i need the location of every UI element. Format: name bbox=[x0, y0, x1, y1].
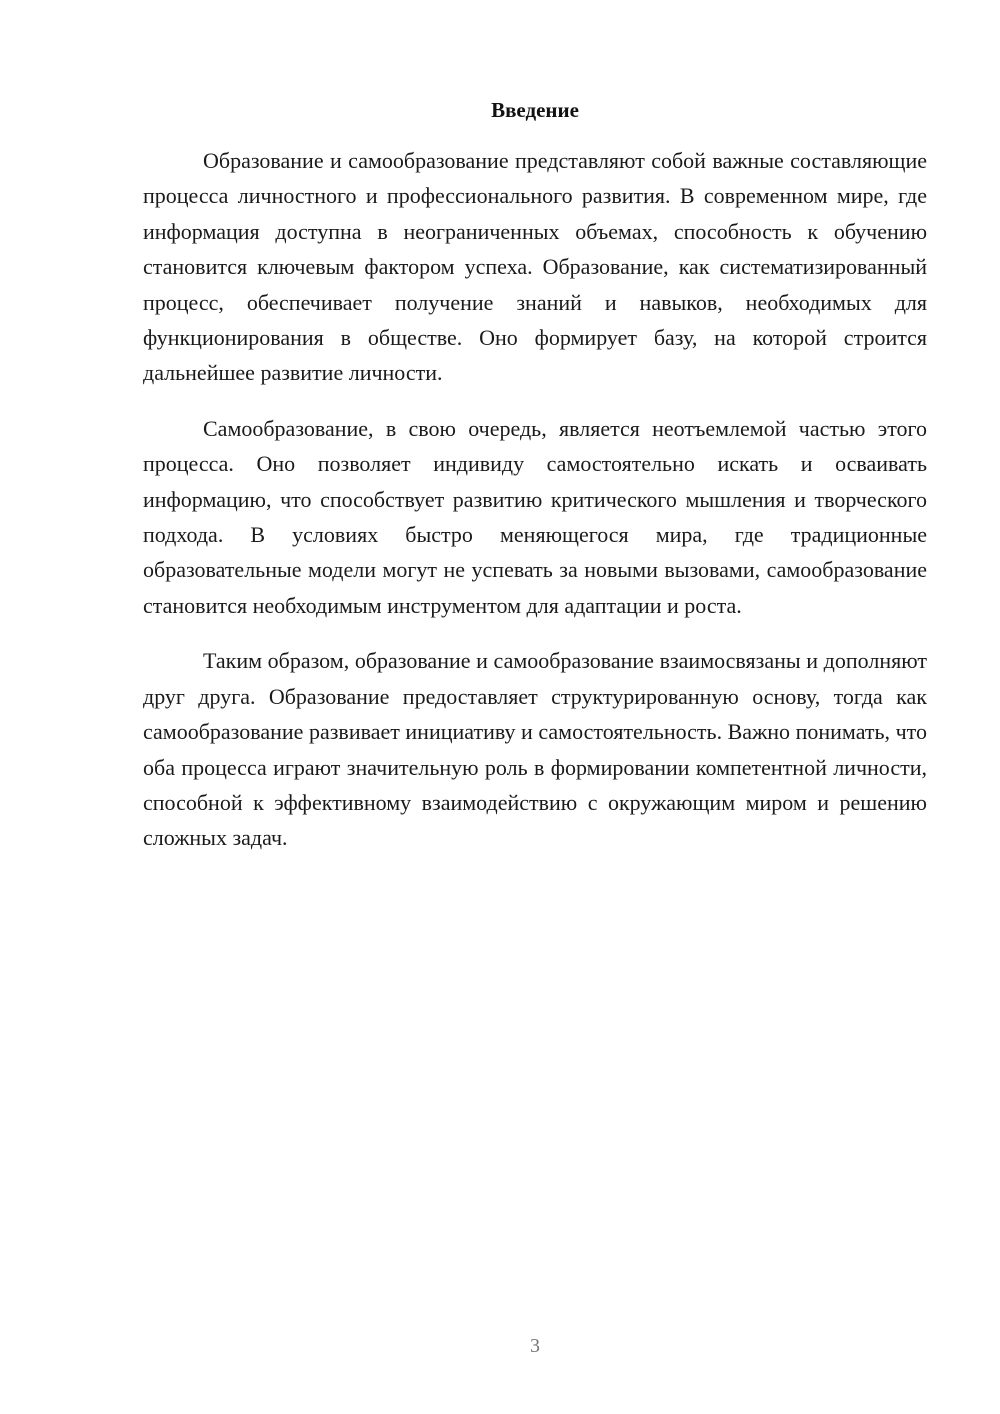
paragraph-3: Таким образом, образование и самообразование взаимосвязаны и дополняют друг друга. Образование предоставляет структурированную основу, тогда как самообразование развивает инициативу и самостоятельность. Важно понимать, что оба процесса играют значительную роль в формировании компетентной личности, способной к эффективному взаимодействию с окружающим миром и решению сложных задач. bbox=[143, 648, 927, 851]
paragraph-2: Самообразование, в свою очередь, является неотъемлемой частью этого процесса. Оно позволяет индивиду самостоятельно искать и осваивать информацию, что способствует развитию критического мышления и творческого подхода. В условиях быстро меняющегося мира, где традиционные образовательные модели могут не успевать за новыми вызовами, самообразование становится необходимым инструментом для адаптации и роста. bbox=[143, 415, 927, 618]
page-title: Введение bbox=[491, 98, 579, 122]
paragraph-1: Образование и самообразование представляют собой важные составляющие процесса личностного и профессионального развития. В современном мире, где информация доступна в неограниченных объемах, способность к обучению становится ключевым фактором успеха. Образование, как систематизированный процесс, обеспечивает получение знаний и навыков, необходимых для функционирования в обществе. Оно формирует базу, на которой строится дальнейшее развитие личности. bbox=[143, 148, 927, 386]
body-text bbox=[143, 143, 927, 876]
page-number: 3 bbox=[530, 1335, 540, 1357]
